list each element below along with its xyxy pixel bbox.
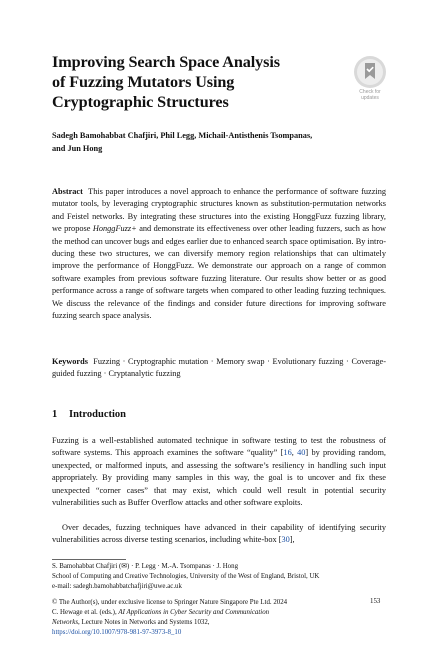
intro-paragraph-2 [52, 522, 386, 547]
book-title-part-1: AI Applications in Cyber Security and Communication [118, 609, 270, 616]
intro-p2-b: ], [289, 535, 295, 545]
book-title-part-2: Networks [52, 619, 79, 626]
check-for-updates-label[interactable] [349, 89, 391, 101]
abstract-emph: HonggFuzz+ [92, 224, 137, 234]
series-line [52, 618, 386, 628]
footnote-authors-line: S. Bamohabbat Chafjiri (✉) · P. Legg · M.-A. Tsompanas · J. Hong [52, 563, 239, 570]
abstract-text: This paper introduces a novel approach to enhance the performance of software fuzzing mutator tools, by leveraging cryptographic structures known as substitution-permutation networks and Feistel networks. By integrating these structures into the existing HonggFuzz fuzzing library, we propose [52, 187, 386, 234]
citation-link[interactable]: 30 [281, 535, 290, 545]
editors-line [52, 608, 386, 618]
intro-p1-b: , [291, 448, 298, 458]
authors-line-1: Sadegh Bamohabbat Chafjiri, Phil Legg, Michail-Antisthenis Tsompanas, [52, 131, 313, 140]
intro-p1-c: ] by providing random, unexpected, or malformed inputs, and assessing the software’s resiliency in handling such input appropriately. By providing many samples in this way, the goal is to uncover and fix these unexpected “corner cases” that may exist, which could well result in potential security vulnerabilities such as Buffer Overflow attacks and other software exploits. [52, 448, 386, 508]
title-line-3: Cryptographic Structures [52, 93, 229, 111]
publication-footnote [52, 598, 386, 638]
editors-text: C. Hewage et al. (eds.), [52, 609, 119, 616]
series-text: , Lecture Notes in Networks and Systems 1032, [78, 619, 210, 626]
title-line-1: Improving Search Space Analysis [52, 53, 280, 71]
citation-link[interactable]: 40 [297, 448, 306, 458]
footnote-affiliation-line: School of Computing and Creative Technologies, University of the West of England, Bristol, UK [52, 573, 320, 580]
keywords-text: Fuzzing · Cryptographic mutation · Memory swap · Evolutionary fuzzing · Coverage-guided fuzzing · Cryptanalytic fuzzing [52, 357, 386, 379]
page-number: 153 [370, 598, 381, 605]
section-title: Introduction [69, 409, 126, 420]
badge-line-1: Check for [359, 89, 381, 95]
citation-link[interactable]: 16 [283, 448, 292, 458]
footnote-divider [52, 559, 126, 560]
keywords-label: Keywords [52, 357, 88, 366]
keywords [52, 356, 386, 381]
abstract [52, 186, 386, 322]
copyright-line: © The Author(s), under exclusive license to Springer Nature Singapore Pte Ltd. 2024 [52, 599, 288, 606]
section-heading [52, 409, 126, 420]
section-number: 1 [52, 409, 58, 420]
doi-link[interactable]: https://doi.org/10.1007/978-981-97-3973-8_10 [52, 629, 182, 636]
intro-p2-a: Over decades, fuzzing techniques have advanced in their capability of identifying security vulnerabilities across diverse testing scenarios, including white-box [ [52, 523, 386, 545]
badge-line-2: updates [361, 95, 379, 101]
check-for-updates-icon[interactable] [353, 55, 387, 89]
abstract-label: Abstract [52, 187, 83, 196]
abstract-text-2: and demonstrate its effectiveness over other leading fuzzers, such as how the method can uncover bugs and edges earlier due to enhanced search space optimisation. By introducing these two structures, we can diversify memory region relationships that can ultimately improve the performance of HonggFuzz. We demonstrate our approach on a range of common software examples from previous software fuzzing literature. Our results show better or as good performance across a range of software targets when compared to other leading fuzzing techniques. We discuss the relevance of the findings and consider future directions for improving software fuzzing search space analysis. [52, 224, 386, 321]
author-list [52, 130, 392, 155]
intro-paragraph-1 [52, 435, 386, 509]
paper-title [52, 52, 322, 112]
footnote-email-line: e-mail: sadegh.bamohabbatchafjiri@uwe.ac.uk [52, 583, 182, 590]
author-affiliation-footnote [52, 562, 386, 592]
intro-p1-a: Fuzzing is a well-established automated technique in software testing to test the robustness of software systems. This approach examines the software “quality” [ [52, 436, 386, 458]
authors-line-2: and Jun Hong [52, 143, 103, 153]
title-line-2: of Fuzzing Mutators Using [52, 73, 235, 91]
